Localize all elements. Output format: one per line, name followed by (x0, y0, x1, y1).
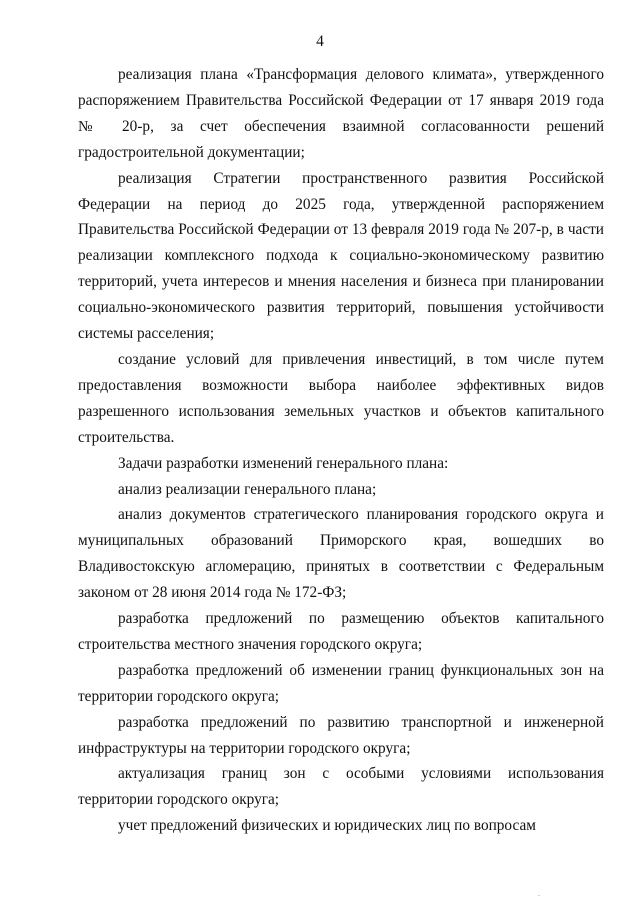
paragraph-general-plan-analysis: анализ реализации генерального плана; (118, 480, 377, 498)
paragraph-tasks-heading: Задачи разработки изменений генерального плана: (118, 454, 449, 472)
paragraph-business-climate-plan: реализация плана «Трансформация делового климата», утвержденного распоряжением Правительства Российской Федерации от 17 января 2019 года № 20-р, за счет обеспечения взаимной согласованности решений градостроительной документации; (78, 66, 604, 161)
scan-mark: . (538, 889, 540, 898)
paragraph-investment-conditions: создание условий для привлечения инвестиций, в том числе путем предоставления возможности выбора наиболее эффективных видов разрешенного использования земельных участков и объектов капитального строительства. (78, 350, 604, 446)
paragraph-capital-construction-proposals: разработка предложений по размещению объектов капитального строительства местного значения городского округа; (78, 610, 604, 653)
paragraph-spatial-development-strategy: реализация Стратегии пространственного развития Российской Федерации на период до 2025 года, утвержденной распоряжением Правительства Российской Федерации от 13 февраля 2019 года № 207-р, в части реализации комплексного подхода к социально-экономическому развитию территорий, учета интересов и мнения населения и бизнеса при планировании социально-экономического развития территорий, повышения устойчивости системы расселения; (78, 169, 604, 343)
document-body (78, 62, 604, 839)
page-number: 4 (316, 33, 324, 50)
paragraph-functional-zones-proposals: разработка предложений об изменении границ функциональных зон на территории городского округа; (78, 661, 604, 705)
paragraph-strategic-documents-analysis: анализ документов стратегического планирования городского округа и муниципальных образований Приморского края, вошедших во Владивостокскую агломерацию, принятых в соответствии с Федеральным законом от 28 июня 2014 года № 172-ФЗ; (78, 506, 604, 602)
paragraph-infrastructure-proposals: разработка предложений по развитию транспортной и инженерной инфраструктуры на территории городского округа; (78, 713, 604, 757)
paragraph-special-zones-update: актуализация границ зон с особыми условиями использования территории городского округа; (78, 765, 604, 809)
paragraph-public-proposals: учет предложений физических и юридических лиц по вопросам (118, 817, 536, 835)
